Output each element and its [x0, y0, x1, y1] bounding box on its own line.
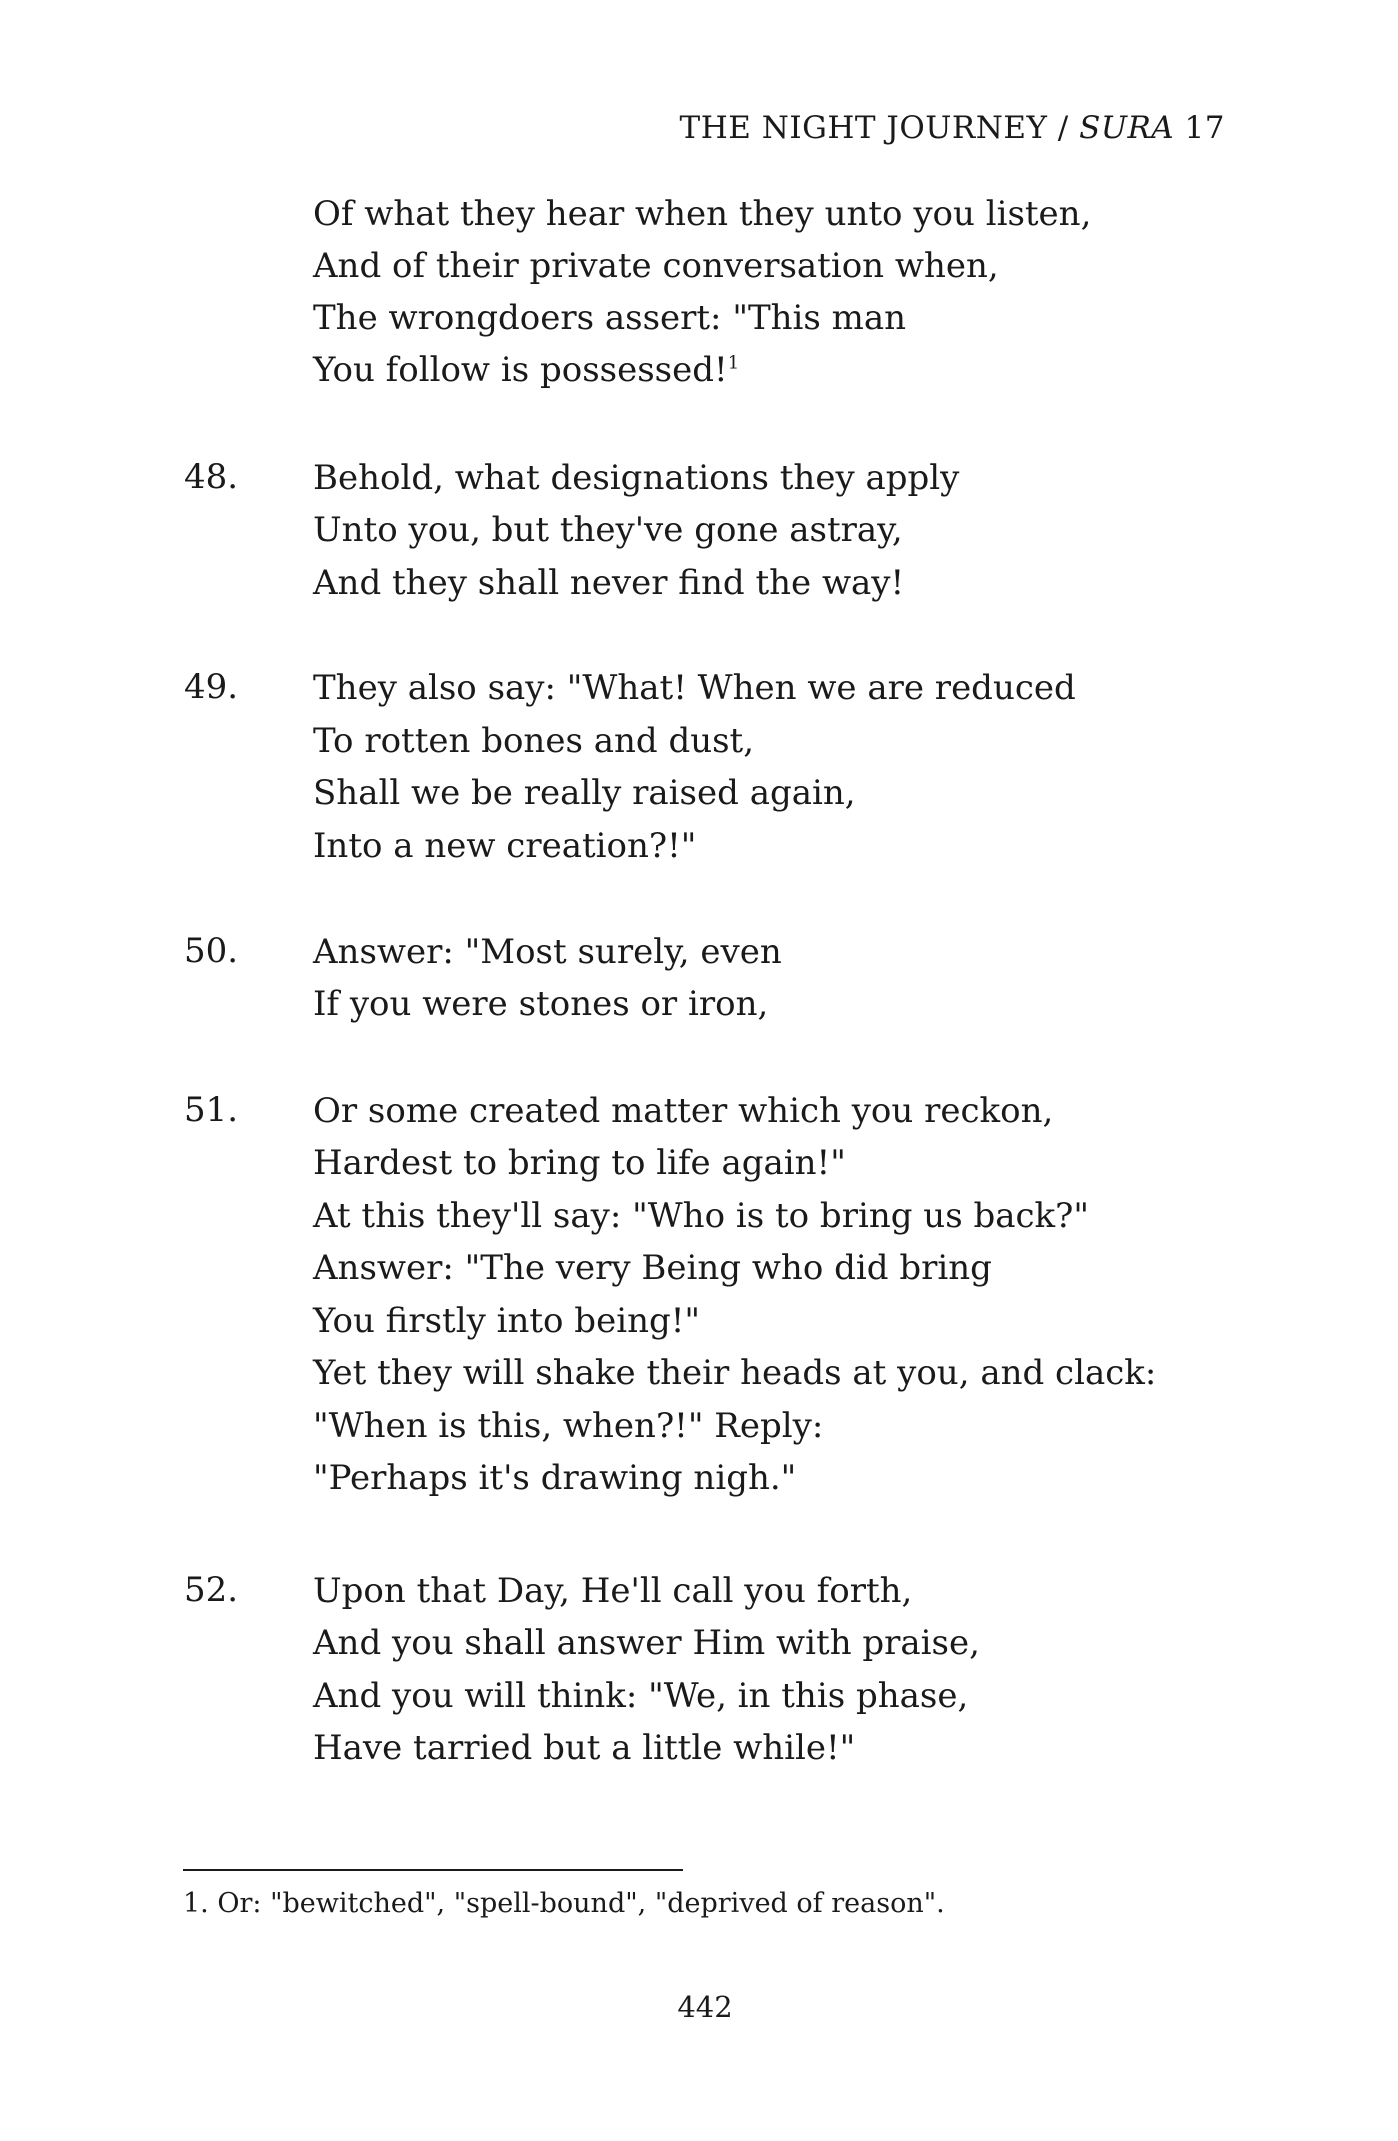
verse-line: To rotten bones and dust,	[313, 721, 755, 761]
verse-line: At this they'll say: "Who is to bring us back?"	[313, 1196, 1089, 1236]
footnote-reference: 1	[727, 352, 740, 374]
verse-line: And you will think: "We, in this phase,	[313, 1676, 969, 1716]
verse-line: Shall we be really raised again,	[313, 773, 856, 813]
verse-line-text: You follow is possessed!	[313, 350, 728, 390]
verse-line: And you shall answer Him with praise,	[313, 1623, 980, 1663]
verse-line: Behold, what designations they apply	[313, 458, 960, 498]
verse-line: "When is this, when?!" Reply:	[313, 1406, 824, 1446]
verse-line: Answer: "The very Being who did bring	[313, 1248, 992, 1288]
verse-line: Answer: "Most surely, even	[313, 932, 782, 972]
footnote: 1. Or: "bewitched", "spell-bound", "deprived of reason".	[183, 1888, 945, 1919]
verse-line: Yet they will shake their heads at you, and clack:	[313, 1353, 1157, 1393]
verse-line: Upon that Day, He'll call you forth,	[313, 1571, 913, 1611]
verse-line: Have tarried but a little while!"	[313, 1728, 856, 1768]
verse-line	[313, 350, 740, 390]
verse-line: The wrongdoers assert: "This man	[313, 298, 907, 338]
verse-line: Unto you, but they've gone astray,	[313, 510, 903, 550]
verse-line: And of their private conversation when,	[313, 246, 999, 286]
running-head	[680, 110, 1225, 146]
verse-line: "Perhaps it's drawing nigh."	[313, 1458, 797, 1498]
verse-line: And they shall never find the way!	[313, 563, 905, 603]
page-number: 442	[677, 1990, 733, 2024]
verse-number: 52.	[184, 1570, 239, 1610]
running-head-title: THE NIGHT JOURNEY /	[679, 110, 1080, 146]
verse-line: You firstly into being!"	[313, 1301, 701, 1341]
verse-line: Hardest to bring to life again!"	[313, 1143, 846, 1183]
running-head-sura-number: 17	[1174, 110, 1225, 146]
verse-line: Into a new creation?!"	[313, 826, 697, 866]
verse-line: Of what they hear when they unto you listen,	[313, 194, 1092, 234]
verse-number: 50.	[184, 931, 239, 971]
verse-line: If you were stones or iron,	[313, 984, 769, 1024]
verse-number: 49.	[184, 667, 239, 707]
footnote-divider	[183, 1869, 683, 1871]
verse-line: They also say: "What! When we are reduced	[313, 668, 1076, 708]
running-head-sura: SURA	[1079, 110, 1175, 146]
verse-number: 48.	[184, 457, 239, 497]
verse-number: 51.	[184, 1090, 239, 1130]
verse-line: Or some created matter which you reckon,	[313, 1091, 1054, 1131]
